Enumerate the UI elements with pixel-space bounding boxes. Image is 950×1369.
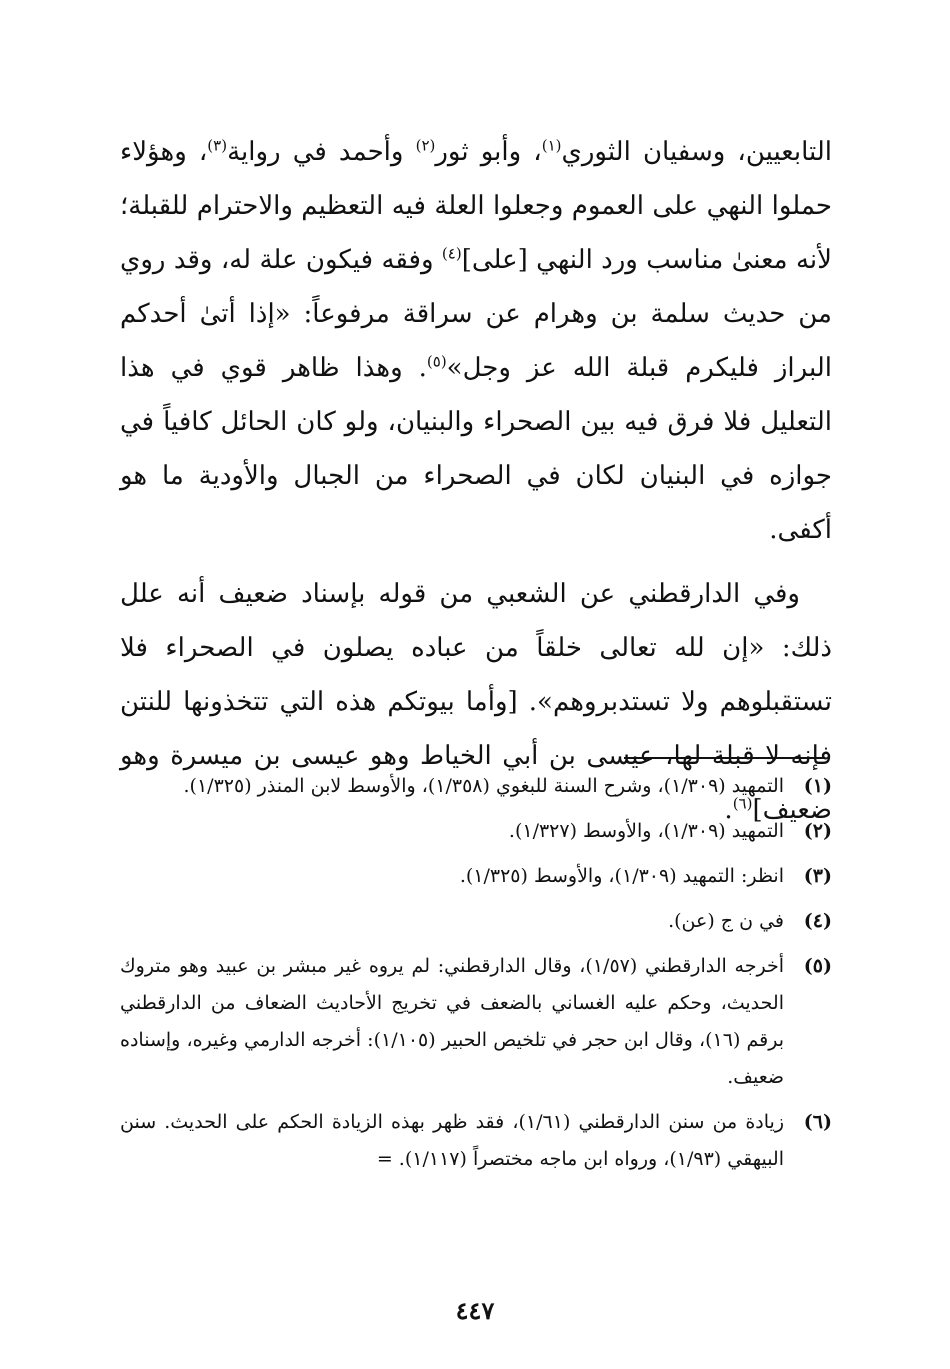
text-run: . وهذا ظاهر قوي في هذا التعليل فلا فرق فيه بين الصحراء والبنيان، ولو كان الحائل كافياً في جوازه في البنيان لكان في الصحراء من الجبال والأودية ما هو أكفى. [120, 353, 832, 545]
footnote-6 [120, 1104, 832, 1178]
text-run: وأحمد في رواية [227, 137, 416, 167]
text-run: التابعيين، وسفيان الثوري [561, 137, 832, 167]
footnote-ref[interactable]: (٢) [415, 136, 436, 155]
text-run: . [724, 795, 733, 825]
footnote-4 [120, 903, 832, 940]
footnote-number: (٣) [803, 865, 832, 887]
footnotes [120, 768, 832, 1186]
footnote-ref[interactable]: (١) [541, 136, 562, 155]
footnote-ref[interactable]: (٥) [426, 352, 447, 371]
footnote-number: (٦) [803, 1111, 832, 1133]
footnote-number: (١) [803, 775, 832, 797]
footnote-number: (٢) [803, 820, 832, 842]
text-run: ، وهؤلاء حملوا النهي على العموم وجعلوا العلة فيه التعظيم والاحترام للقبلة؛ لأنه معنىٰ مناسب ورد النهي [على] [120, 137, 832, 275]
footnote-ref[interactable]: (٦) [732, 794, 753, 813]
page-number: ٤٤٧ [455, 1296, 495, 1325]
footnote-separator [624, 757, 824, 759]
footnote-3 [120, 858, 832, 895]
footnote-number: (٤) [803, 910, 832, 932]
text-run: وفقه فيكون علة له، وقد روي من حديث سلمة بن وهرام عن سراقة مرفوعاً: «إذا أتىٰ أحدكم البراز فليكرم قبلة الله عز وجل» [120, 245, 832, 383]
text-run: وفي الدارقطني عن الشعبي من قوله بإسناد ضعيف أنه علل ذلك: «إن لله تعالى خلقاً من عباده يصلون في الصحراء فلا تستقبلوهم ولا تستدبروهم». [وأما بيوتكم هذه التي تتخذونها للنتن فإنه لا قبلة لها، عيسى بن أبي الخياط وهو عيسى بن ميسرة وهو ضعيف] [120, 579, 832, 825]
footnote-text: في ن ج (عن). [668, 910, 784, 932]
main-text [120, 125, 832, 837]
footnote-number: (٥) [803, 955, 832, 977]
footnote-ref[interactable]: (٤) [441, 244, 462, 263]
footnote-text: انظر: التمهيد (١/٣٠٩)، والأوسط (١/٣٢٥). [459, 865, 784, 887]
footnote-text: أخرجه الدارقطني (١/٥٧)، وقال الدارقطني: لم يروه غير مبشر بن عبيد وهو متروك الحديث، وحكم عليه الغساني بالضعف في تخريج الأحاديث الضعاف من الدارقطني برقم (١٦)، وقال ابن حجر في تلخيص الحبير (١/١٠٥): أخرجه الدارمي وغيره، وإسناده ضعيف. [120, 955, 785, 1088]
footnote-text: زيادة من سنن الدارقطني (١/٦١)، فقد ظهر بهذه الزيادة الحكم على الحديث. سنن البيهقي (١/٩٣)، ورواه ابن ماجه مختصراً (١/١١٧). = [120, 1111, 784, 1170]
footnote-ref[interactable]: (٣) [207, 136, 228, 155]
footnote-text: التمهيد (١/٣٠٩)، والأوسط (١/٣٢٧). [508, 820, 784, 842]
footnote-2 [120, 813, 832, 850]
text-run: ، وأبو ثور [435, 137, 542, 167]
footnote-text: التمهيد (١/٣٠٩)، وشرح السنة للبغوي (١/٣٥٨)، والأوسط لابن المنذر (١/٣٢٥). [183, 775, 784, 797]
footnote-1 [120, 768, 832, 805]
paragraph-1 [120, 125, 832, 557]
footnote-5 [120, 948, 832, 1096]
